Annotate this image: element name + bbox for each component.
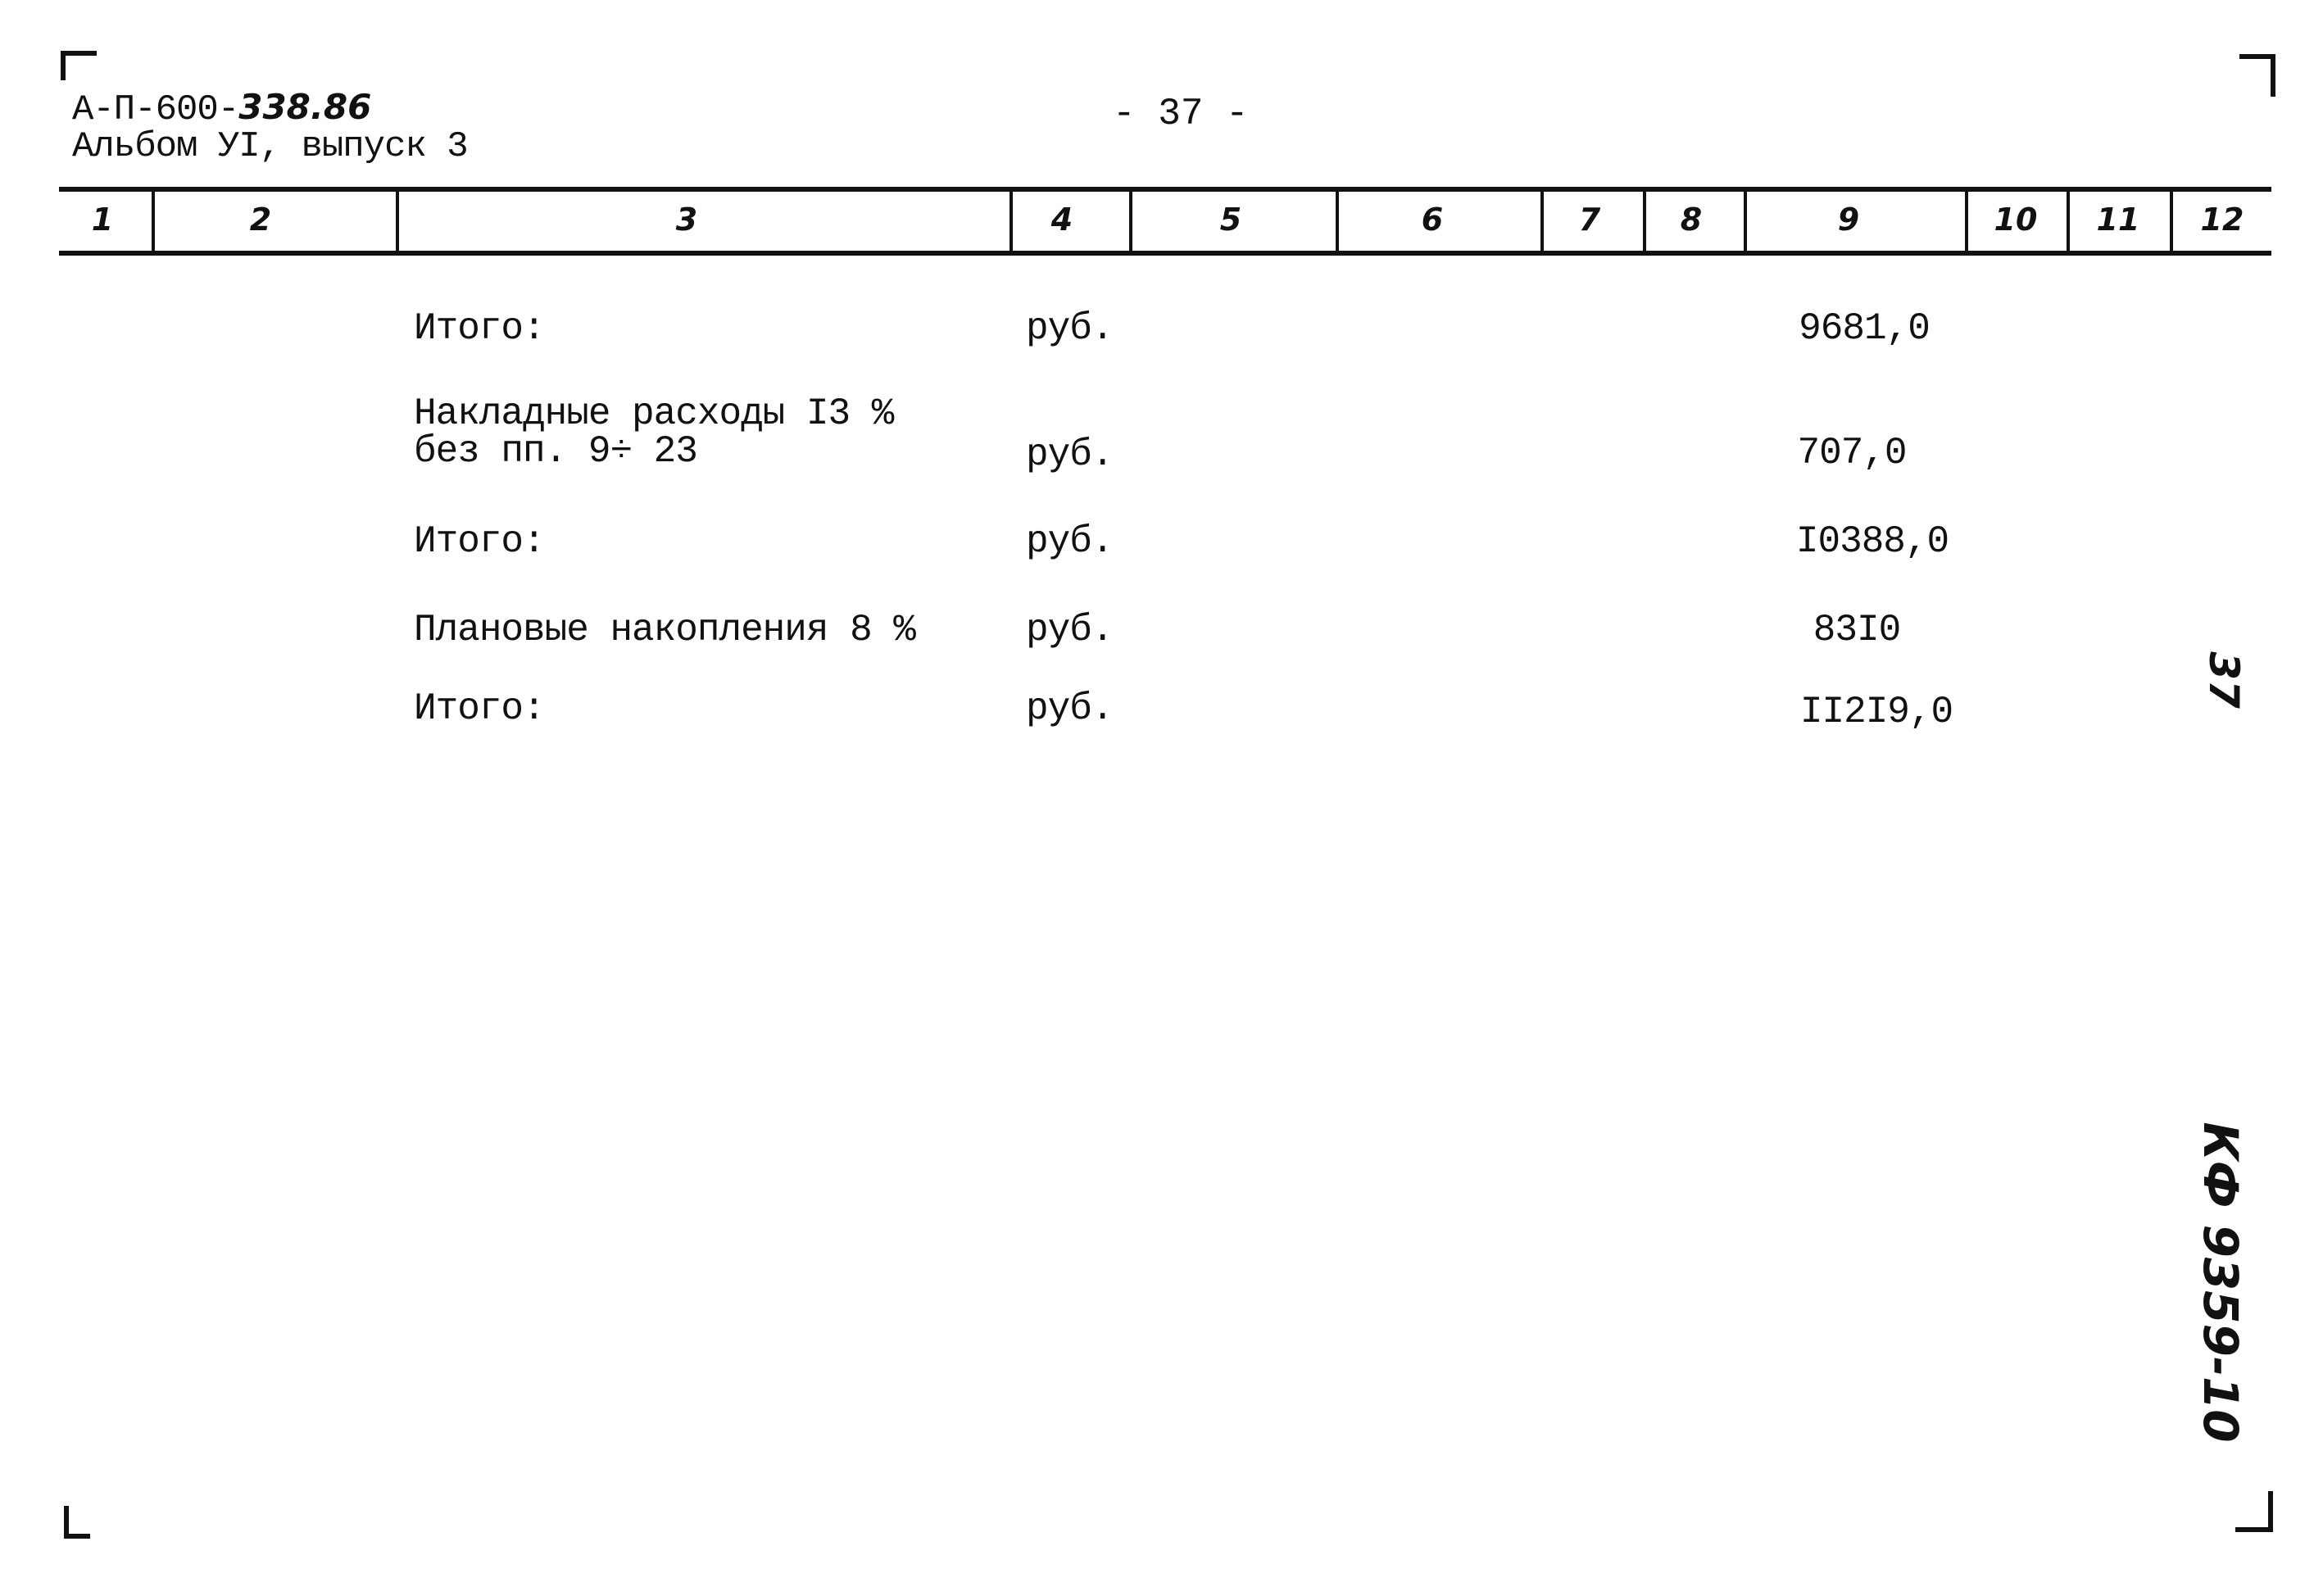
row-unit: руб. — [1026, 687, 1114, 730]
document-code — [72, 88, 371, 129]
column-header-11: 11 — [2096, 202, 2140, 238]
row-description: Итого: — [414, 687, 545, 730]
column-header-9: 9 — [1837, 202, 1860, 238]
row-value: 9681,0 — [1799, 307, 1930, 350]
row-description-continued: без пп. 9÷ 23 — [414, 430, 697, 473]
column-divider — [1744, 190, 1747, 254]
column-header-8: 8 — [1680, 202, 1703, 238]
row-unit: руб. — [1026, 609, 1114, 651]
column-header-6: 6 — [1421, 202, 1444, 238]
document-code-printed: А-П-600- — [72, 89, 239, 130]
column-header-10: 10 — [1994, 202, 2038, 238]
row-description: Итого: — [414, 307, 545, 350]
row-description: Плановые накопления 8 % — [414, 609, 915, 651]
page-number: - 37 - — [1113, 93, 1249, 135]
column-header-7: 7 — [1578, 202, 1601, 238]
album-issue: Альбом УI, выпуск 3 — [72, 126, 468, 167]
margin-stamp-code: КФ 9359-10 — [2193, 1122, 2248, 1443]
row-unit: руб. — [1026, 433, 1114, 476]
column-header-12: 12 — [2200, 202, 2244, 238]
corner-mark-top-right — [2239, 54, 2275, 97]
column-divider — [1129, 190, 1132, 254]
row-value: 707,0 — [1797, 432, 1907, 474]
column-header-4: 4 — [1050, 202, 1073, 238]
corner-mark-top-left — [61, 51, 97, 80]
column-divider — [1336, 190, 1339, 254]
row-description: Итого: — [414, 520, 545, 563]
row-unit: руб. — [1026, 520, 1114, 563]
column-header-3: 3 — [675, 202, 698, 238]
column-header-5: 5 — [1219, 202, 1242, 238]
column-header-1: 1 — [91, 202, 114, 238]
row-unit: руб. — [1026, 307, 1114, 350]
margin-page-number: 37 — [2200, 651, 2248, 709]
column-divider — [152, 190, 155, 254]
row-description: Накладные расходы I3 % — [414, 392, 894, 435]
row-value: 83I0 — [1813, 609, 1901, 651]
corner-mark-bottom-left — [64, 1506, 90, 1539]
table-header-bottom-rule — [59, 251, 2271, 256]
table-header-top-rule — [59, 187, 2271, 192]
column-divider — [396, 190, 399, 254]
document-code-handwritten: 338.86 — [238, 87, 372, 127]
column-header-2: 2 — [249, 202, 272, 238]
row-value: II2I9,0 — [1799, 691, 1953, 733]
row-value: I0388,0 — [1795, 520, 1949, 563]
